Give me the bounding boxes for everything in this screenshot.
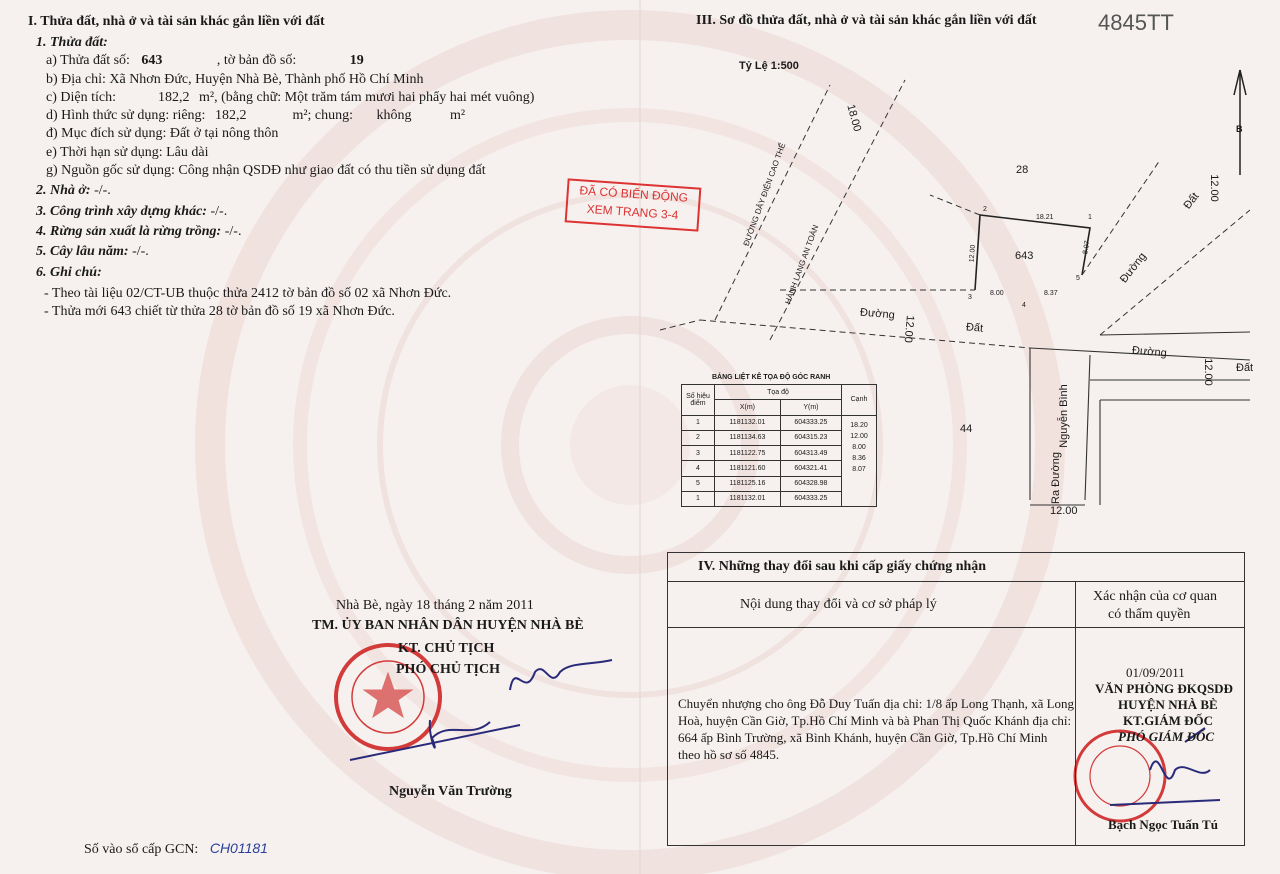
office-line1: VĂN PHÒNG ĐKQSDĐ [1095, 681, 1233, 696]
house-label: 2. Nhà ở: [36, 183, 91, 199]
edge-51-label: 8.07 [1082, 240, 1092, 255]
table-row: 4 1181121.60 604321.41 [682, 461, 877, 476]
road-b-word2: Đất [1236, 362, 1254, 374]
approver-name: Bạch Ngọc Tuấn Tú [1108, 817, 1218, 832]
edge-value: 8.00 [852, 443, 866, 451]
point-1-label: 1 [1088, 214, 1092, 221]
north-arrow [1234, 70, 1246, 175]
table-row: 1 1181132.01 604333.25 18.20 12.00 8.00 8.36 8.07 [682, 415, 877, 430]
area-value: 182,2 [157, 89, 190, 105]
parcel-44-label: 44 [960, 423, 973, 435]
road-a-word1: Đường [859, 306, 896, 322]
purpose-value: Đất ở tại nông thôn [169, 126, 279, 142]
land-heading: 1. Thửa đất: [36, 35, 108, 50]
construction-value: -/-. [210, 203, 228, 219]
forest-label: 4. Rừng sản xuất là rừng trồng: [36, 223, 222, 239]
construction-label: 3. Công trình xây dựng khác: [36, 203, 207, 219]
signer-role-2: PHÓ CHỦ TỊCH [396, 662, 500, 677]
note-1: - Theo tài liệu 02/CT-UB thuộc thửa 2412 tờ bản đồ số 02 xã Nhơn Đức. [44, 285, 452, 301]
register-row [84, 840, 268, 858]
land-number-value: 643 [141, 53, 163, 69]
point-3-label: 3 [968, 294, 972, 301]
house-value: -/-. [94, 183, 111, 199]
edge-value: 8.36 [852, 454, 866, 462]
usage-form-row [36, 107, 534, 125]
notes-heading: 6. Ghi chú: [36, 264, 102, 280]
changes-table [667, 552, 1245, 846]
road-c-width: 12.00 [1207, 174, 1220, 202]
file-code: 4845TT [1098, 10, 1174, 35]
point-4-label: 4 [1022, 302, 1026, 309]
issuing-authority: TM. ỦY BAN NHÂN DÂN HUYỆN NHÀ BÈ [312, 618, 584, 633]
changes-col1-header: Nội dung thay đổi và cơ sở pháp lý [740, 597, 937, 612]
changes-col2-header-1: Xác nhận của cơ quan [1093, 589, 1218, 604]
safety-corridor-label: HÀNH LANG AN TOÀN [783, 223, 821, 306]
trees-label: 5. Cây lâu năm: [36, 244, 129, 260]
coord-header-coord: Tọa độ [715, 385, 842, 400]
table-row: 2 1181134.63 604315.23 [682, 430, 877, 445]
purpose-label: đ) Mục đích sử dụng: [46, 126, 167, 142]
office-line4: PHÓ GIÁM ĐỐC [1118, 729, 1215, 744]
road-a-width: 12.00 [901, 314, 916, 344]
map-sheet-value: 19 [349, 53, 364, 69]
edge-value: 18.20 [850, 421, 868, 429]
approval-date: 01/09/2011 [1126, 665, 1185, 680]
road-b-word1: Đường [1131, 344, 1168, 360]
issue-date: Nhà Bè, ngày 18 tháng 2 năm 2011 [336, 598, 534, 613]
register-value: CH01181 [209, 840, 268, 856]
change-content-line3: 664 ấp Bình Trường, xã Bình Khánh, huyện Cần Giờ, Tp.Hồ Chí Minh [678, 730, 1048, 745]
edge-34-label: 8.00 [990, 290, 1004, 297]
dim-top: 18.00 [844, 103, 864, 133]
forest-value: -/-. [224, 223, 242, 239]
road-d-word2: Nguyễn Bình [1057, 384, 1070, 448]
coord-header-point: Số hiệu điểm [682, 385, 715, 416]
changes-title-row [668, 553, 1244, 582]
table-row: 5 1181125.16 604328.98 [682, 476, 877, 491]
road-b-width: 12.00 [1201, 358, 1214, 386]
construction-row [36, 203, 534, 221]
coordinate-table [681, 384, 877, 507]
signer-role-1: KT. CHỦ TỊCH [398, 641, 495, 656]
edge-value: 12.00 [850, 432, 868, 440]
road-d-width: 12.00 [1050, 505, 1078, 517]
usage-common-unit: m² [450, 108, 466, 124]
coord-table-title: BẢNG LIỆT KÊ TỌA ĐỘ GÓC RANH [712, 374, 831, 381]
road-d-word1: Ra Đường [1049, 452, 1062, 504]
origin-row [36, 162, 534, 180]
point-2-label: 2 [983, 206, 987, 213]
land-number-label: a) Thửa đất số: [46, 53, 130, 69]
change-content-line1: Chuyển nhượng cho ông Đỗ Duy Tuấn địa chỉ: 1/8 ấp Long Thạnh, xã Long [678, 696, 1075, 711]
map-scale: Tỷ Lệ 1:500 [739, 60, 799, 72]
section-1-body [36, 34, 534, 321]
section-1-title: I. Thửa đất, nhà ở và tài sản khác gắn liền với đất [28, 14, 325, 29]
address-value: Xã Nhơn Đức, Huyện Nhà Bè, Thành phố Hồ Chí Minh [109, 71, 424, 87]
usage-form-label: d) Hình thức sử dụng: riêng: [46, 108, 206, 124]
edge-value: 8.07 [852, 465, 866, 473]
edge-23-label: 12.00 [968, 244, 977, 263]
changed-stamp [565, 178, 702, 231]
trees-row [36, 243, 534, 261]
term-row [36, 144, 534, 162]
address-row [36, 71, 534, 89]
parcel-dashed-lines [660, 80, 1250, 348]
usage-common-label: m²; chung: [292, 108, 354, 124]
area-in-words: m², (bằng chữ: Một trăm tám mươi hai phẩy hai mét vuông) [198, 89, 535, 105]
land-number-row [36, 52, 534, 70]
register-label: Số vào sổ cấp GCN: [84, 842, 199, 857]
changed-stamp-line2: XEM TRANG 3-4 [586, 201, 679, 223]
term-label: e) Thời hạn sử dụng: [46, 144, 163, 160]
usage-common-value: không [376, 108, 412, 124]
purpose-row [36, 125, 534, 143]
coord-header-edge: Cạnh [842, 385, 877, 416]
origin-label: g) Nguồn gốc sử dụng: [46, 163, 175, 179]
area-row [36, 89, 534, 107]
changed-stamp-line1: ĐÃ CÓ BIẾN ĐỘNG [579, 183, 689, 205]
table-row: 3 1181122.75 604313.49 [682, 446, 877, 461]
map-sheet-label: , tờ bản đồ số: [216, 53, 297, 69]
point-5-label: 5 [1076, 275, 1080, 282]
powerline-label: ĐƯỜNG DÂY ĐIỆN CAO THẾ [741, 141, 788, 248]
red-seal-left [336, 645, 440, 749]
note-2: - Thửa mới 643 chiết từ thửa 28 tờ bản đồ số 19 xã Nhơn Đức. [44, 304, 395, 320]
edge-45-label: 8.37 [1044, 290, 1058, 297]
area-label: c) Diện tích: [46, 89, 116, 105]
address-label: b) Địa chỉ: [46, 71, 106, 87]
road-c-word2: Đất [1181, 190, 1202, 212]
change-content-line2: Hoà, huyện Cần Giờ, Tp.Hồ Chí Minh và bà Phan Thị Quốc Khánh địa chỉ: [678, 713, 1072, 728]
road-a-word2: Đất [965, 321, 984, 335]
trees-value: -/-. [132, 244, 149, 260]
office-line2: HUYỆN NHÀ BÈ [1118, 697, 1218, 712]
section-3-title: III. Sơ đồ thửa đất, nhà ở và tài sản khác gắn liền với đất [696, 13, 1037, 28]
term-value: Lâu dài [166, 144, 209, 160]
road-c-word1: Đường [1117, 250, 1149, 286]
changes-col2-header-2: có thẩm quyền [1108, 607, 1191, 622]
change-content-line4: theo hồ sơ số 4845. [678, 747, 780, 762]
parcel-28-label: 28 [1016, 164, 1029, 176]
usage-private-value: 182,2 [214, 108, 247, 124]
origin-value: Công nhận QSDĐ như giao đất có thu tiền sử dụng đất [178, 163, 486, 179]
north-label: B [1236, 124, 1243, 134]
section-4-title: IV. Những thay đổi sau khi cấp giấy chứng nhận [698, 559, 987, 574]
coord-header-y: Y(m) [780, 400, 841, 415]
office-line3: KT.GIÁM ĐỐC [1123, 713, 1214, 728]
forest-row [36, 223, 534, 241]
parcel-643-label: 643 [1015, 250, 1034, 262]
coord-header-x: X(m) [715, 400, 781, 415]
table-row: 1 1181132.01 604333.25 [682, 491, 877, 506]
signer-name: Nguyễn Văn Trường [389, 784, 512, 799]
edge-12-label: 18.21 [1036, 214, 1054, 221]
house-row [36, 182, 534, 200]
